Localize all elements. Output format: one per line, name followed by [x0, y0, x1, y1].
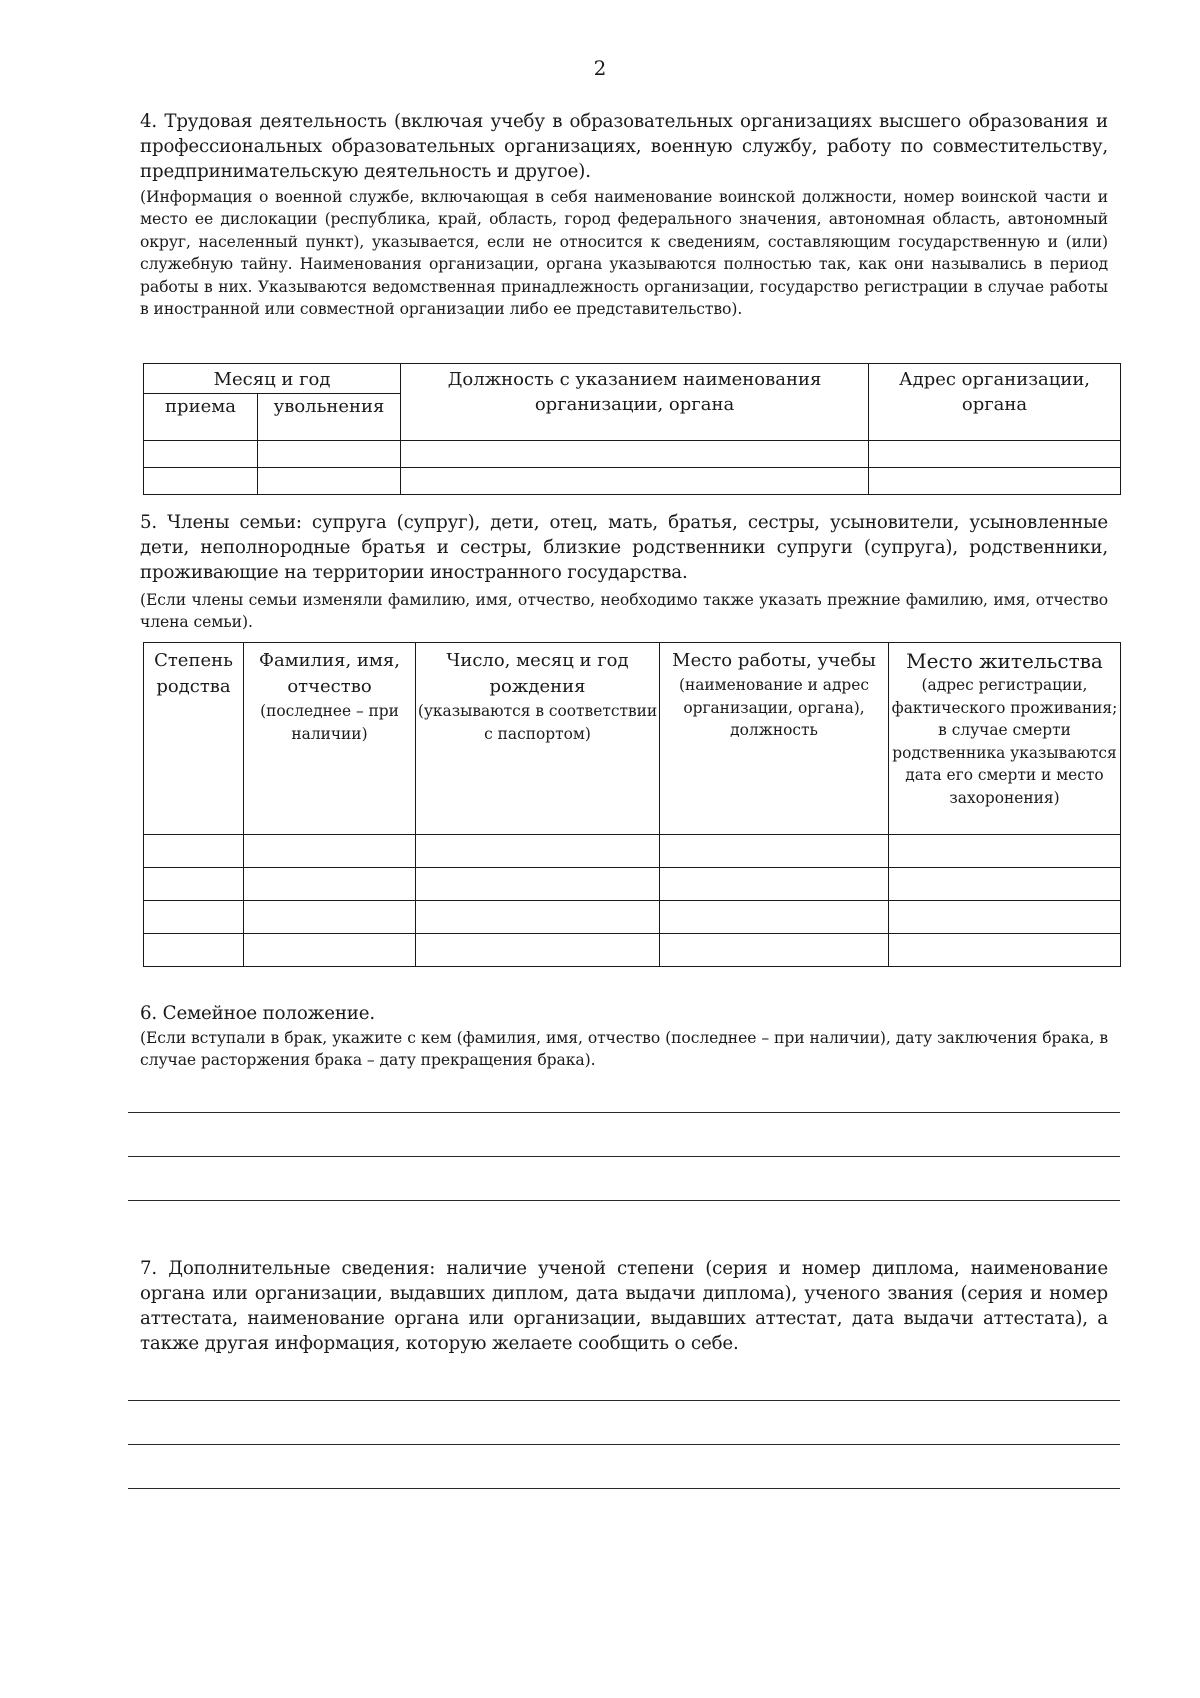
- family-row: [144, 868, 1121, 901]
- employment-hire-cell[interactable]: [144, 468, 258, 495]
- family-relation-cell[interactable]: [144, 868, 244, 901]
- employment-dismissal-header: увольнения: [258, 394, 401, 441]
- additional-info-line[interactable]: [128, 1488, 1120, 1489]
- family-birth-cell[interactable]: [416, 835, 660, 868]
- family-residence-cell[interactable]: [889, 901, 1121, 934]
- family-name-cell[interactable]: [244, 868, 416, 901]
- employment-dismissal-cell[interactable]: [258, 441, 401, 468]
- employment-address-cell[interactable]: [869, 441, 1121, 468]
- employment-address-cell[interactable]: [869, 468, 1121, 495]
- family-work-cell[interactable]: [660, 835, 889, 868]
- employment-dismissal-cell[interactable]: [258, 468, 401, 495]
- family-birth-cell[interactable]: [416, 901, 660, 934]
- section-4-title: 4. Трудовая деятельность (включая учебу в образовательных организациях высшего образования и профессиональных образовательных организациях, военную службу, работу по совместительству, предпринимательскую деятельность и другое).: [140, 111, 1108, 182]
- family-name-header: [244, 643, 416, 835]
- page-number: 2: [593, 56, 607, 80]
- family-work-cell[interactable]: [660, 901, 889, 934]
- employment-position-header: Должность с указанием наименования организации, органа: [401, 364, 869, 441]
- additional-info-line[interactable]: [128, 1444, 1120, 1445]
- family-table: [143, 642, 1121, 967]
- family-row: [144, 901, 1121, 934]
- employment-table: [143, 363, 1121, 495]
- family-name-cell[interactable]: [244, 901, 416, 934]
- family-name-note: (последнее – при наличии): [260, 702, 399, 743]
- family-residence-title: Место жительства: [906, 649, 1103, 673]
- employment-row: [144, 468, 1121, 495]
- family-work-note: (наименование и адрес организации, органа), должность: [678, 676, 870, 740]
- family-birth-note: (указываются в соответствии с паспортом): [417, 702, 658, 743]
- employment-row: [144, 441, 1121, 468]
- additional-info-line[interactable]: [128, 1400, 1120, 1401]
- employment-hire-cell[interactable]: [144, 441, 258, 468]
- marital-status-line[interactable]: [128, 1156, 1120, 1157]
- family-birth-title: Число, месяц и год рождения: [446, 650, 629, 697]
- marital-status-line[interactable]: [128, 1200, 1120, 1201]
- family-name-cell[interactable]: [244, 835, 416, 868]
- family-name-title: Фамилия, имя, отчество: [259, 650, 400, 697]
- family-residence-cell[interactable]: [889, 835, 1121, 868]
- family-relation-cell[interactable]: [144, 835, 244, 868]
- family-relation-cell[interactable]: [144, 901, 244, 934]
- family-relation-cell[interactable]: [144, 934, 244, 967]
- family-work-header: [660, 643, 889, 835]
- family-row: [144, 835, 1121, 868]
- section-6-note: (Если вступали в брак, укажите с кем (фамилия, имя, отчество (последнее – при наличии), дату заключения брака, в случае расторжения брака – дату прекращения брака).: [140, 1029, 1108, 1070]
- family-residence-header: [889, 643, 1121, 835]
- section-4-note: (Информация о военной службе, включающая в себя наименование воинской должности, номер воинской части и место ее дислокации (республика, край, область, город федерального значения, автономная область, автономный округ, населенный пункт), указывается, если не относится к сведениям, составляющим государственную и (или) служебную тайну. Наименования организации, органа указываются полностью так, как они назывались в период работы в них. Указываются ведомственная принадлежность организации, государство регистрации в случае работы в иностранной или совместной организации либо ее представительство).: [140, 188, 1108, 319]
- family-work-cell[interactable]: [660, 868, 889, 901]
- section-5-note: (Если члены семьи изменяли фамилию, имя, отчество, необходимо также указать прежние фамилию, имя, отчество члена семьи).: [140, 591, 1108, 632]
- family-residence-cell[interactable]: [889, 868, 1121, 901]
- family-residence-note: (адрес регистрации, фактического проживания; в случае смерти родственника указываются дата его смерти и место захоронения): [891, 676, 1118, 807]
- family-residence-cell[interactable]: [889, 934, 1121, 967]
- employment-address-header: Адрес организации, органа: [869, 364, 1121, 441]
- family-row: [144, 934, 1121, 967]
- section-6-title: 6. Семейное положение.: [140, 1003, 376, 1024]
- employment-position-cell[interactable]: [401, 468, 869, 495]
- family-work-cell[interactable]: [660, 934, 889, 967]
- family-work-title: Место работы, учебы: [672, 650, 876, 671]
- family-birth-cell[interactable]: [416, 934, 660, 967]
- marital-status-line[interactable]: [128, 1112, 1120, 1113]
- family-name-cell[interactable]: [244, 934, 416, 967]
- employment-hire-header: приема: [144, 394, 258, 441]
- family-birth-header: [416, 643, 660, 835]
- family-relation-title: Степень родства: [154, 650, 233, 697]
- employment-position-cell[interactable]: [401, 441, 869, 468]
- family-relation-header: [144, 643, 244, 835]
- family-birth-cell[interactable]: [416, 868, 660, 901]
- section-7-title: 7. Дополнительные сведения: наличие ученой степени (серия и номер диплома, наименование органа или организации, выдавших диплом, дата выдачи диплома), ученого звания (серия и номер аттестата, наименование органа или организации, выдавших аттестат, дата выдачи аттестата), а также другая информация, которую желаете сообщить о себе.: [140, 1258, 1108, 1354]
- employment-month-year-header: Месяц и год: [144, 364, 401, 394]
- section-5-title: 5. Члены семьи: супруга (супруг), дети, отец, мать, братья, сестры, усыновители, усыновленные дети, неполнородные братья и сестры, близкие родственники супруги (супруга), родственники, проживающие на территории иностранного государства.: [140, 512, 1108, 583]
